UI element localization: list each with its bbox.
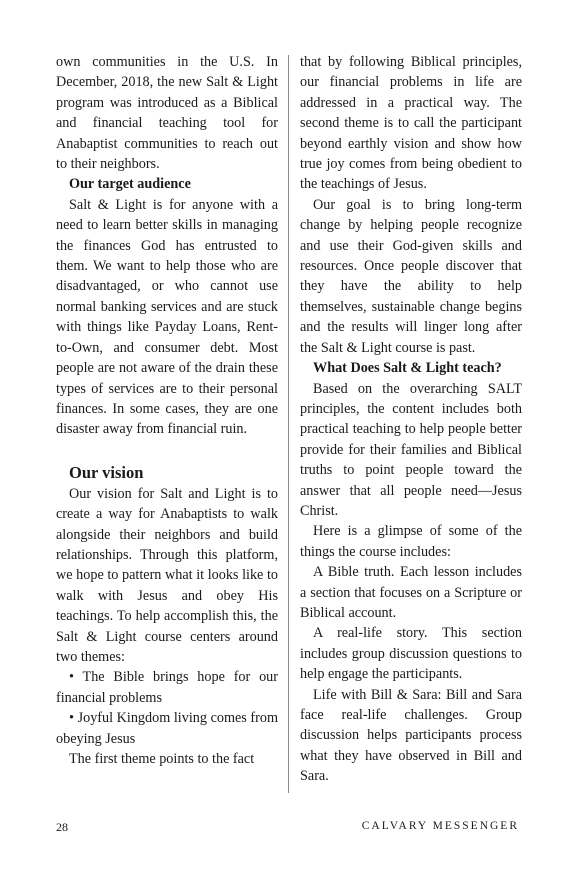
paragraph-bill-sara: Life with Bill & Sara: Bill and Sara face real-life challenges. Group discussion helps participants process what they have observed in Bill and Sara. [300,686,522,785]
paragraph-target-audience: Salt & Light is for anyone with a need to learn better skills in managing the finances God has entrusted to them. We want to help those who are disadvantaged, or who cannot use normal banking services and are stuck with things like Payday Loans, Rent-to-Own, and consumer debt. Most people are not aware of the drain these types of services are to their personal finances. In some cases, they are one disaster away from financial ruin. [56,196,278,438]
paragraph-goal: Our goal is to bring long-term change by helping people recognize and use their God-given skills and resources. Once people discover that they have the ability to help themselves, sustainable change begins and the results will linger long after the Salt & Light course is past. [300,196,522,356]
column-divider [288,55,289,793]
subheading-what-teach: What Does Salt & Light teach? [313,360,502,377]
paragraph-bible-truth: A Bible truth. Each lesson includes a section that focuses on a Scripture or Biblical account. [300,564,522,621]
paragraph-salt-principles: Based on the overarching SALT principles, the content includes both practical teaching to help people better provide for their families and Biblical truths to point people toward the answer that all people need—Jesus Christ. [300,380,522,519]
paragraph-vision: Our vision for Salt and Light is to create a way for Anabaptists to walk alongside their neighbors and build relationships. Through this platform, we hope to pattern what it looks like to walk with Jesus and obey His teachings. To help accomplish this, the Salt & Light course centers around two themes: [56,485,278,665]
paragraph-real-life-story: A real-life story. This section includes group discussion questions to help engage the participants. [300,625,522,683]
paragraph-first-theme: The first theme points to the fact [69,751,255,767]
bullet-theme-1: • The Bible brings hope for our financial problems [56,669,278,706]
heading-our-vision: Our vision [69,462,144,482]
subheading-target-audience: Our target audience [69,176,191,193]
left-column [56,52,278,769]
right-column [300,52,522,787]
bullet-theme-2: • Joyful Kingdom living comes from obeying Jesus [56,710,278,747]
page-number: 28 [56,820,68,834]
paragraph-first-theme-continued: that by following Biblical principles, our financial problems in life are addressed in a practical way. The second theme is to call the participant beyond earthly vision and show how true joy comes from being obedient to the teachings of Jesus. [300,54,522,193]
page-footer [56,820,519,836]
paragraph-intro-continued: own communities in the U.S. In December, 2018, the new Salt & Light program was introduced as a Biblical and financial teaching tool for Anabaptist communities to reach out to their neighbors. [56,54,278,173]
magazine-title: CALVARY MESSENGER [361,820,519,832]
paragraph-glimpse: Here is a glimpse of some of the things the course includes: [300,523,522,560]
